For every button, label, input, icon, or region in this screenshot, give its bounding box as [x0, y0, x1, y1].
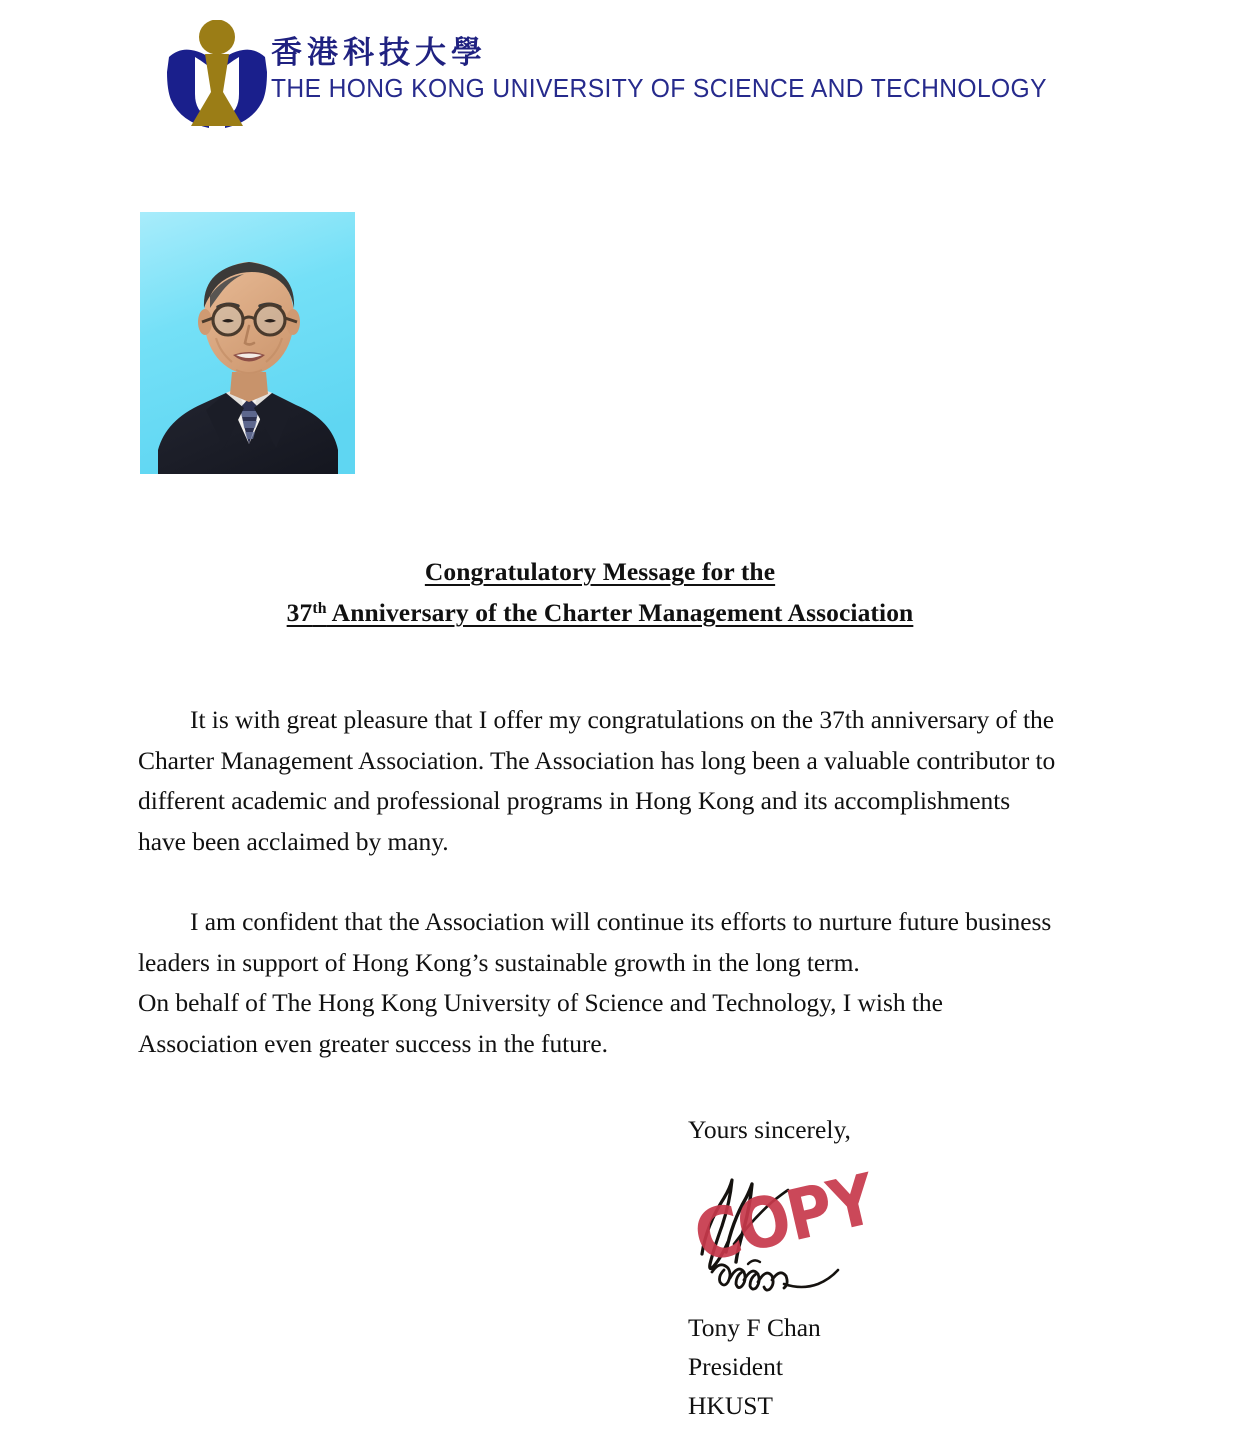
body-paragraph-1: It is with great pleasure that I offer my congratulations on the 37th anniversary of the Charter Management Association. The Association has long been a valuable contributor to different academic and professional programs in Hong Kong and its accomplishments have been acclaimed by many. — [138, 705, 1056, 856]
closing-salutation: Yours sincerely, — [688, 1115, 851, 1144]
document-title — [138, 551, 1062, 633]
signer-position: President — [688, 1352, 783, 1381]
body-paragraph-3: On behalf of The Hong Kong University of Science and Technology, I wish the Association even greater success in the future. — [138, 988, 943, 1058]
letter-body — [138, 700, 1062, 1064]
university-name-chinese: 香港科技大學 — [271, 35, 487, 71]
portrait-photo — [140, 212, 355, 474]
title-line-2 — [138, 592, 1062, 633]
title-anniversary-number: 37 — [286, 598, 313, 627]
copy-stamp: COPY — [686, 1158, 882, 1279]
paragraph-spacer — [138, 862, 1062, 902]
university-name-english: THE HONG KONG UNIVERSITY OF SCIENCE AND TECHNOLOGY — [271, 75, 1047, 103]
title-ordinal-suffix: th — [312, 599, 327, 617]
title-line-1: Congratulatory Message for the — [424, 557, 776, 586]
letterhead-text — [271, 34, 1075, 104]
title-anniversary-rest: Anniversary of the Charter Management Association — [326, 598, 914, 627]
hkust-logo-icon — [165, 20, 269, 136]
body-paragraph-2: I am confident that the Association will continue its efforts to nurture future business leaders in support of Hong Kong’s sustainable growth in the long term. — [138, 907, 1052, 977]
letterhead — [165, 18, 1045, 136]
signer-name: Tony F Chan — [688, 1313, 821, 1342]
signer-details — [688, 1308, 1088, 1425]
signature-area — [686, 1158, 882, 1300]
signature-block — [688, 1113, 1088, 1425]
signer-organization: HKUST — [688, 1391, 774, 1420]
